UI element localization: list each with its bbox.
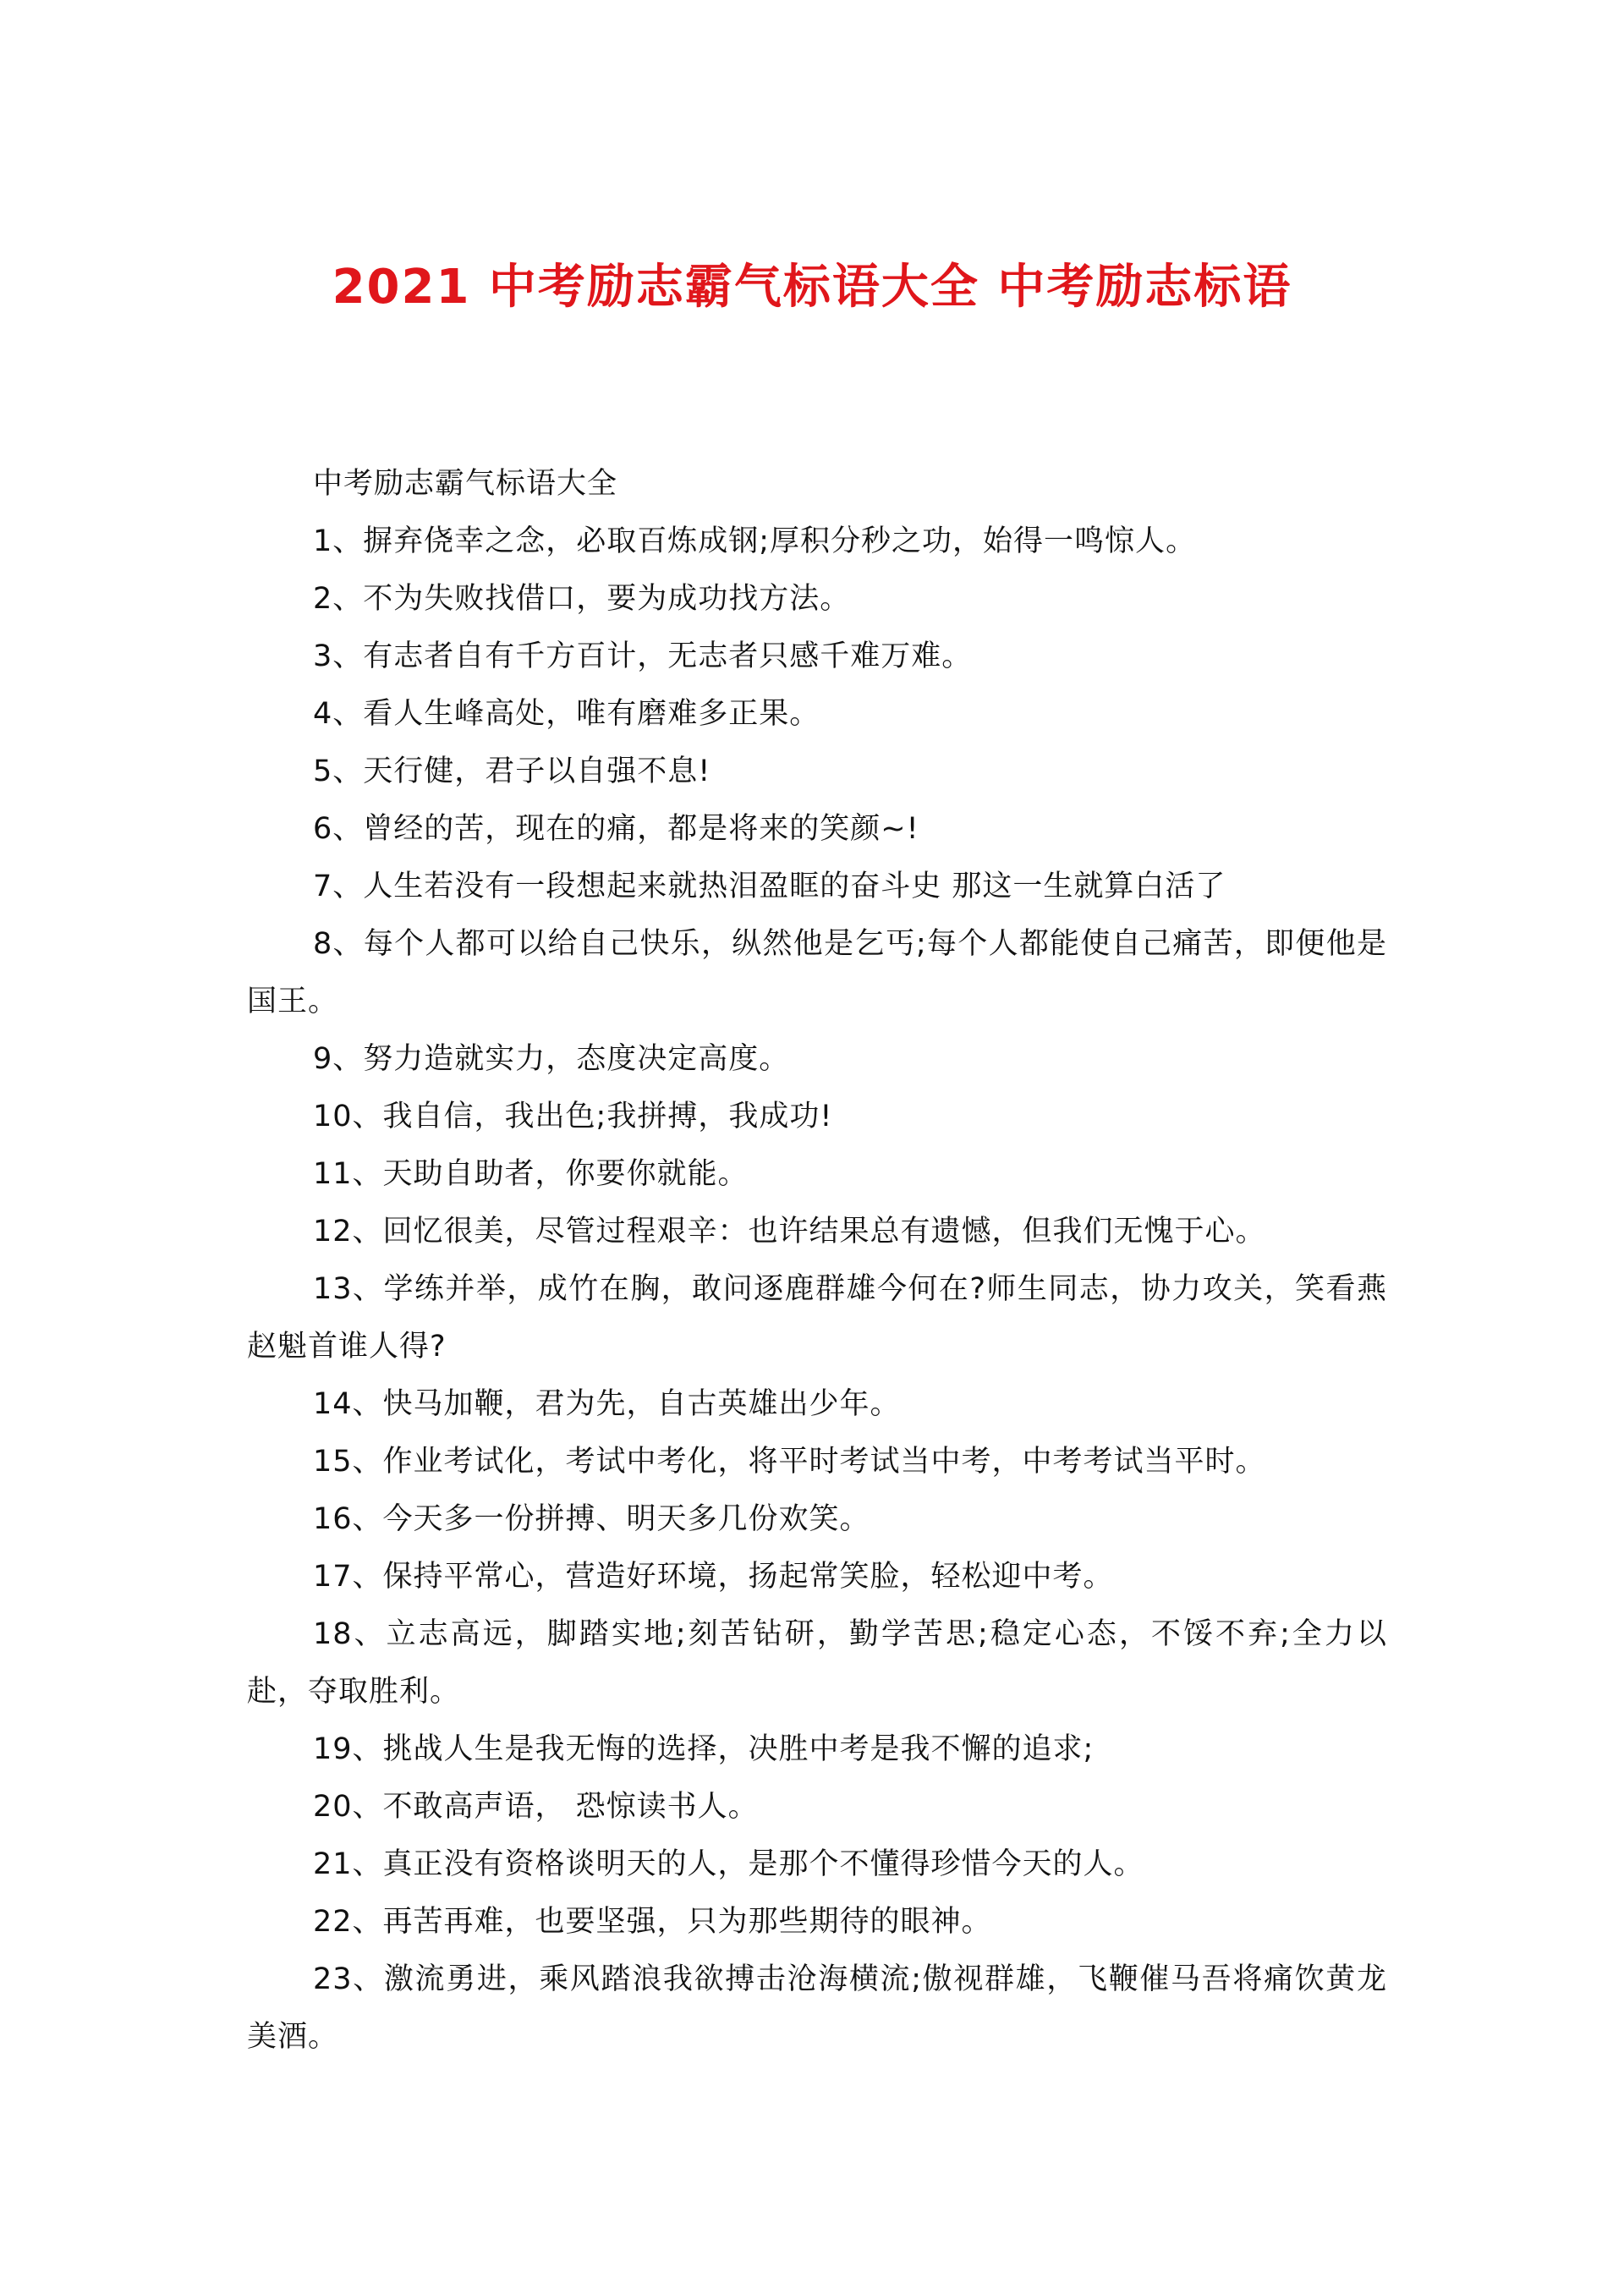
slogan-item-9: 9、努力造就实力，态度决定高度。 xyxy=(313,1042,790,1076)
document-title: 2021 中考励志霸气标语大全 中考励志标语 xyxy=(332,260,1292,315)
slogan-item-13: 13、学练并举，成竹在胸，敢问逐鹿群雄今何在?师生同志，协力攻关，笑看燕赵魁首谁人得? xyxy=(247,1272,1387,1364)
slogan-item-4: 4、看人生峰高处，唯有磨难多正果。 xyxy=(313,697,820,731)
slogan-item-17: 17、保持平常心，营造好环境，扬起常笑脸，轻松迎中考。 xyxy=(313,1560,1114,1594)
slogan-item-3: 3、有志者自有千方百计，无志者只感千难万难。 xyxy=(313,639,973,673)
slogan-item-12: 12、回忆很美，尽管过程艰辛：也许结果总有遗憾，但我们无愧于心。 xyxy=(313,1215,1266,1249)
slogan-item-7: 7、人生若没有一段想起来就热泪盈眶的奋斗史 那这一生就算白活了 xyxy=(313,870,1226,903)
slogan-item-22: 22、再苦再难，也要坚强，只为那些期待的眼神。 xyxy=(313,1905,992,1939)
slogan-item-1: 1、摒弃侥幸之念，必取百炼成钢;厚积分秒之功，始得一鸣惊人。 xyxy=(313,524,1197,558)
slogan-item-18: 18、立志高远，脚踏实地;刻苦钻研，勤学苦思;稳定心态，不馁不弃;全力以赴，夺取胜利。 xyxy=(247,1617,1387,1709)
slogan-item-11: 11、天助自助者，你要你就能。 xyxy=(313,1157,749,1191)
section-heading: 中考励志霸气标语大全 xyxy=(313,467,618,501)
slogan-item-8: 8、每个人都可以给自己快乐，纵然他是乞丐;每个人都能使自己痛苦，即便他是国王。 xyxy=(247,927,1387,1018)
slogan-item-6: 6、曾经的苦，现在的痛，都是将来的笑颜~! xyxy=(313,812,919,846)
slogan-item-15: 15、作业考试化，考试中考化，将平时考试当中考，中考考试当平时。 xyxy=(313,1445,1266,1479)
slogan-item-10: 10、我自信，我出色;我拼搏，我成功! xyxy=(313,1100,833,1133)
slogan-item-20: 20、不敢高声语， 恐惊读书人。 xyxy=(313,1790,759,1824)
slogan-item-19: 19、挑战人生是我无悔的选择，决胜中考是我不懈的追求; xyxy=(313,1732,1095,1766)
slogan-item-5: 5、天行健，君子以自强不息! xyxy=(313,755,711,788)
slogan-item-23: 23、激流勇进，乘风踏浪我欲搏击沧海横流;傲视群雄，飞鞭催马吾将痛饮黄龙美酒。 xyxy=(247,1962,1387,2054)
slogan-item-16: 16、今天多一份拼搏、明天多几份欢笑。 xyxy=(313,1502,870,1536)
slogan-item-2: 2、不为失败找借口，要为成功找方法。 xyxy=(313,582,851,616)
slogan-item-21: 21、真正没有资格谈明天的人，是那个不懂得珍惜今天的人。 xyxy=(313,1847,1144,1881)
document-body xyxy=(247,455,1387,2066)
slogan-item-14: 14、快马加鞭，君为先，自古英雄出少年。 xyxy=(313,1387,901,1421)
